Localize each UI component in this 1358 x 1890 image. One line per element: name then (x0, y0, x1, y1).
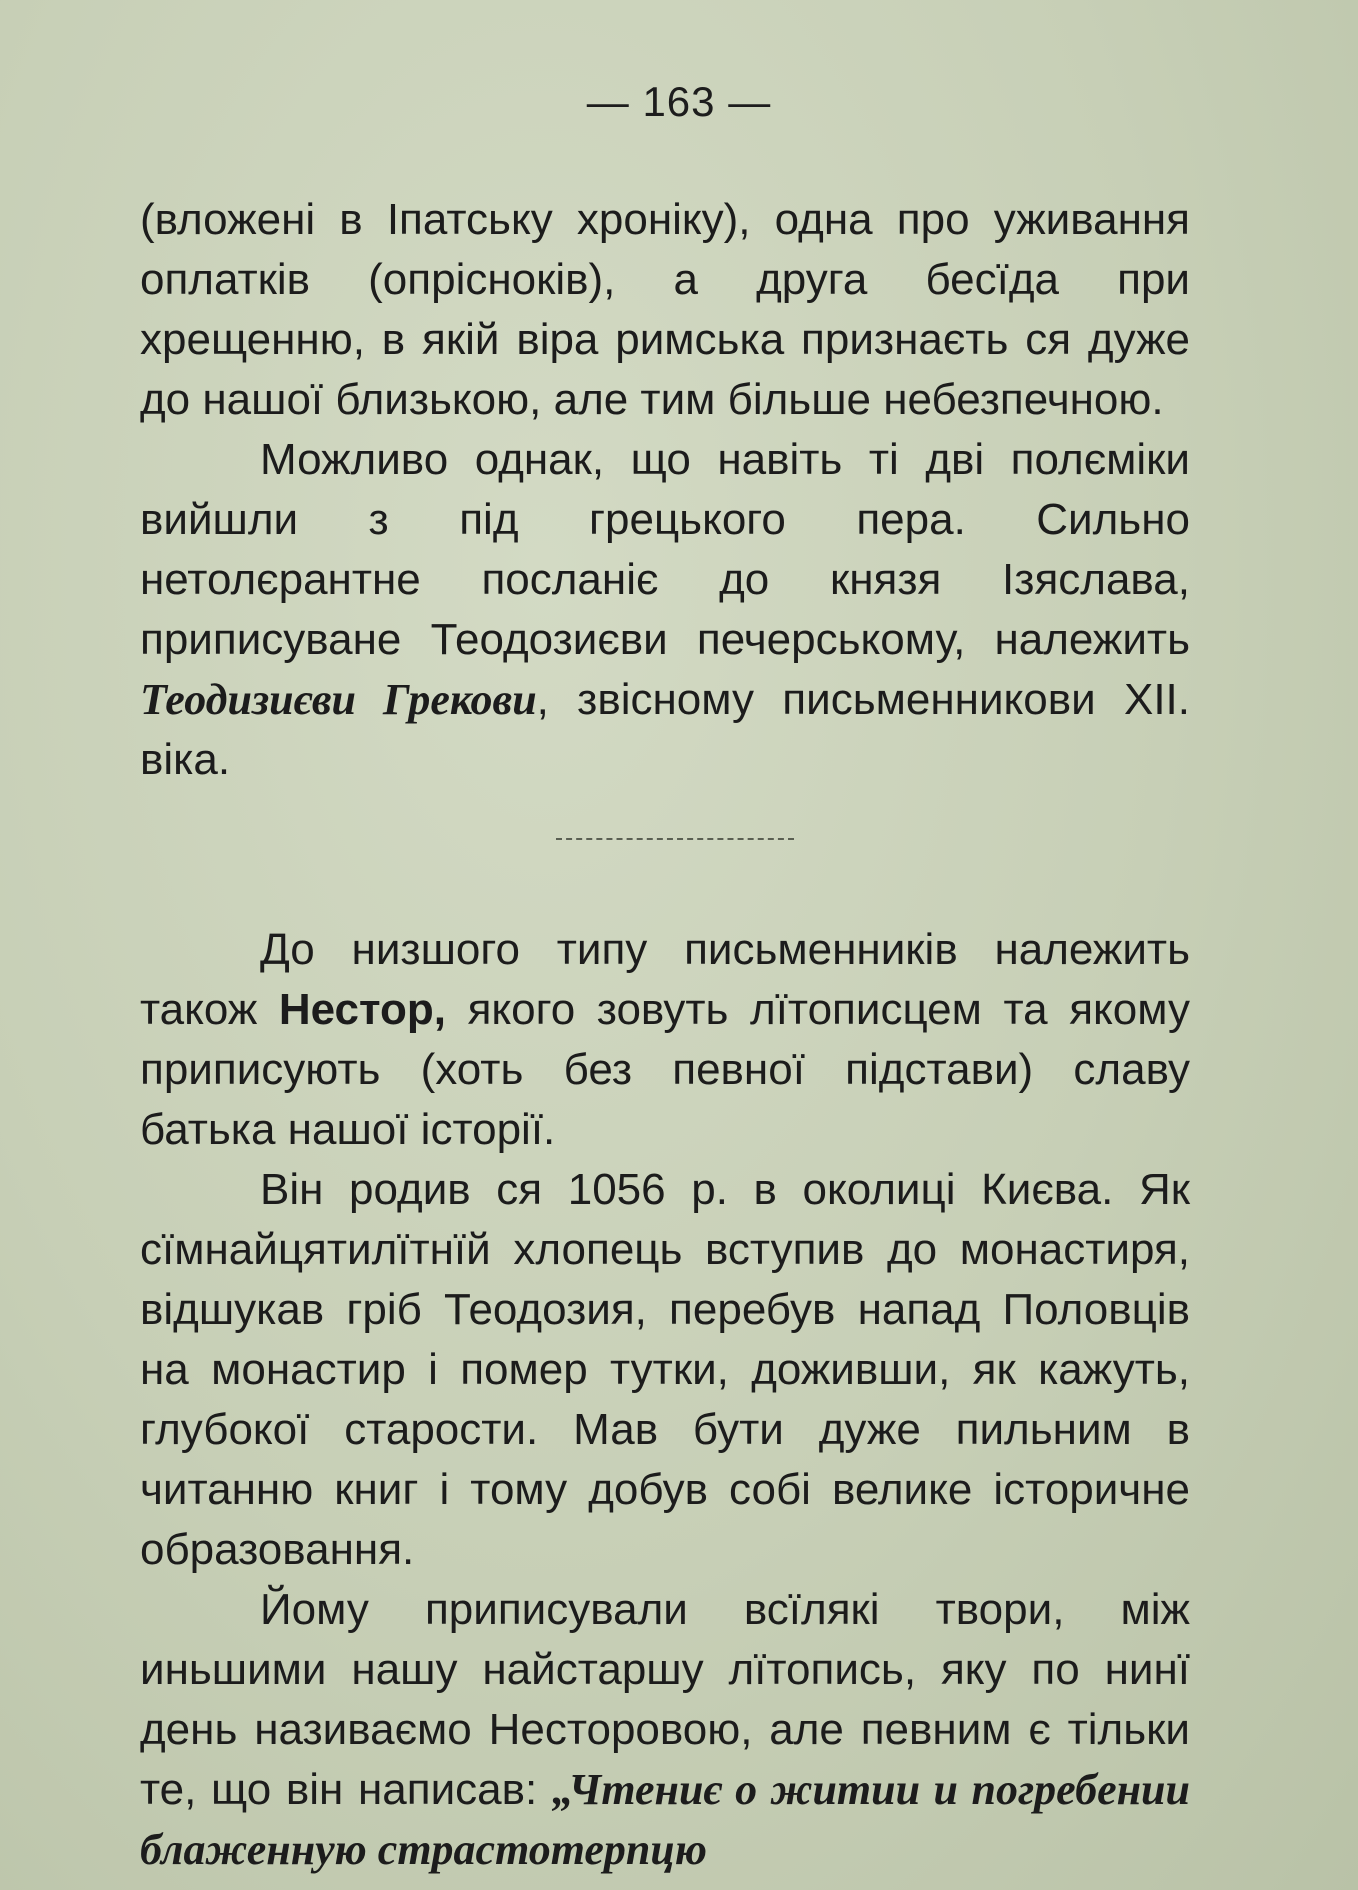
italic-title-chtenie: „Чтениє о житии и погребении блаженную страстотерпцю (140, 1765, 1190, 1874)
text-block-nestor (140, 920, 1190, 1880)
bold-name-nestor: Нестор, (278, 985, 446, 1034)
paragraph-nestor-intro (140, 920, 1190, 1160)
italic-name-teodizij: Теодизиєви Грекови (140, 675, 537, 724)
paragraph-nestor-biography: Він родив ся 1056 р. в околиці Києва. Як сїмнайцятилїтнїй хлопець вступив до монастиря, відшукав гріб Теодозия, перебув напад Половців на монастир і помер тутки, доживши, як кажуть, глубокої старости. Мав бути дуже пильним в читанню книг і тому добув собі велике історичне образовання. (140, 1165, 1190, 1574)
paragraph-nestor-works-text: Йому приписували всїлякі твори, між иньшими нашу найстаршу лїтопись, яку по нинї день називаємо Несторовою, але певним є тільки те, що він написав: (140, 1585, 1190, 1814)
paragraph-nestor-intro-start: До низшого типу письменників належить також (140, 925, 1190, 1034)
paragraph-nestor-works (140, 1580, 1190, 1880)
page-number: — 163 — (586, 78, 772, 125)
text-block-top (140, 190, 1190, 790)
section-divider (556, 838, 794, 840)
paragraph-polemics-text: Можливо однак, що навіть ті дві полєміки вийшли з під грецького пера. Сильно нетолєрантне посланіє до князя Ізяслава, приписуване Теодозиєви печерському, належить (140, 435, 1190, 664)
paragraph-nestor-intro-end: якого зовуть лїтописцем та якому приписують (хоть без певної підстави) славу батька нашої історії. (140, 985, 1190, 1154)
paragraph-polemics-tail: , звісному письменникови XII. віка. (140, 675, 1190, 784)
paragraph-continued: (вложені в Іпатську хроніку), одна про уживання оплатків (опрісноків), а друга бесїда при хрещенню, в якій віра римська признаєть ся дуже до нашої близькою, але тим більше небезпечною. (140, 195, 1190, 424)
paragraph-polemics (140, 430, 1190, 790)
